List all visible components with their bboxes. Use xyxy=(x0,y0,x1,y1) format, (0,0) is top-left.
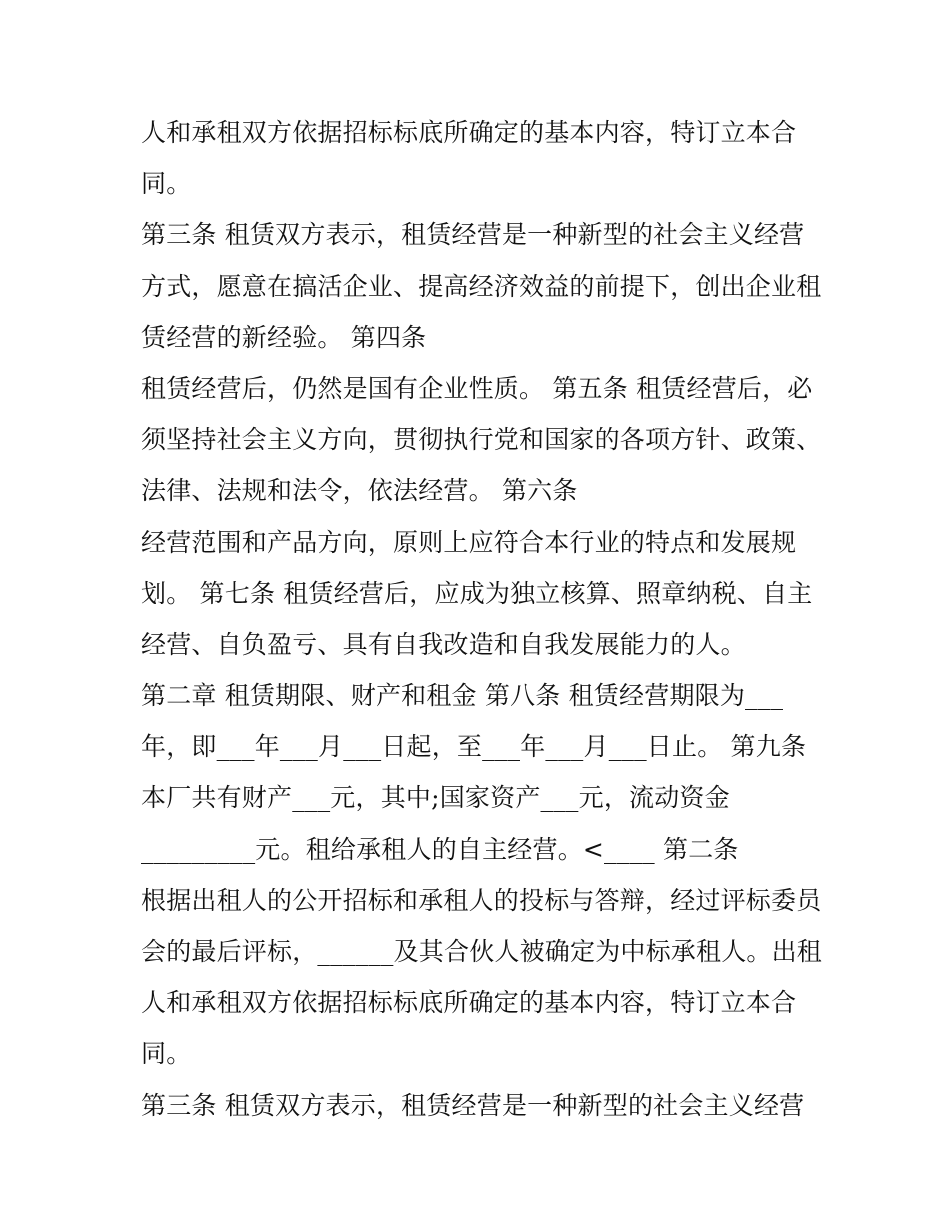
text-line-1: 人和承租双方依据招标标底所确定的基本内容，特订立本合 xyxy=(141,118,797,147)
text-line-3: 第三条 租赁双方表示，租赁经营是一种新型的社会主义经营 xyxy=(141,220,805,250)
text-line-10: 划。 第七条 租赁经营后，应成为独立核算、照章纳税、自主 xyxy=(141,578,813,608)
text-line-15: _________元。租给承租人的自主经营。<____ 第二条 xyxy=(141,834,739,864)
text-line-4: 方式，愿意在搞活企业、提高经济效益的前提下，创出企业租 xyxy=(141,271,822,301)
text-line-20: 第三条 租赁双方表示，租赁经营是一种新型的社会主义经营 xyxy=(141,1090,805,1120)
text-line-9: 经营范围和产品方向，原则上应符合本行业的特点和发展规 xyxy=(141,527,797,557)
text-line-12: 第二章 租赁期限、财产和租金 第八条 租赁经营期限为___ xyxy=(141,681,784,711)
text-line-19: 同。 xyxy=(141,1039,192,1069)
text-line-5: 赁经营的新经验。 第四条 xyxy=(141,322,427,352)
contract-body-text xyxy=(141,107,831,1131)
text-line-18: 人和承租双方依据招标标底所确定的基本内容，特订立本合 xyxy=(141,988,797,1018)
text-line-11: 经营、自负盈亏、具有自我改造和自我发展能力的人。 xyxy=(141,629,746,659)
text-line-7: 须坚持社会主义方向，贯彻执行党和国家的各项方针、政策、 xyxy=(141,425,822,455)
text-line-16: 根据出租人的公开招标和承租人的投标与答辩，经过评标委员 xyxy=(141,885,822,915)
text-line-8: 法律、法规和法令，依法经营。 第六条 xyxy=(141,476,578,506)
text-line-2: 同。 xyxy=(141,169,192,199)
text-line-6: 租赁经营后，仍然是国有企业性质。 第五条 租赁经营后，必 xyxy=(141,373,813,403)
text-line-13: 年，即___年___月___日起，至___年___月___日止。 第九条 xyxy=(141,732,807,762)
text-line-14: 本厂共有财产___元，其中;国家资产___元，流动资金 xyxy=(141,783,730,813)
text-line-17: 会的最后评标，______及其合伙人被确定为中标承租人。出租 xyxy=(141,937,823,966)
